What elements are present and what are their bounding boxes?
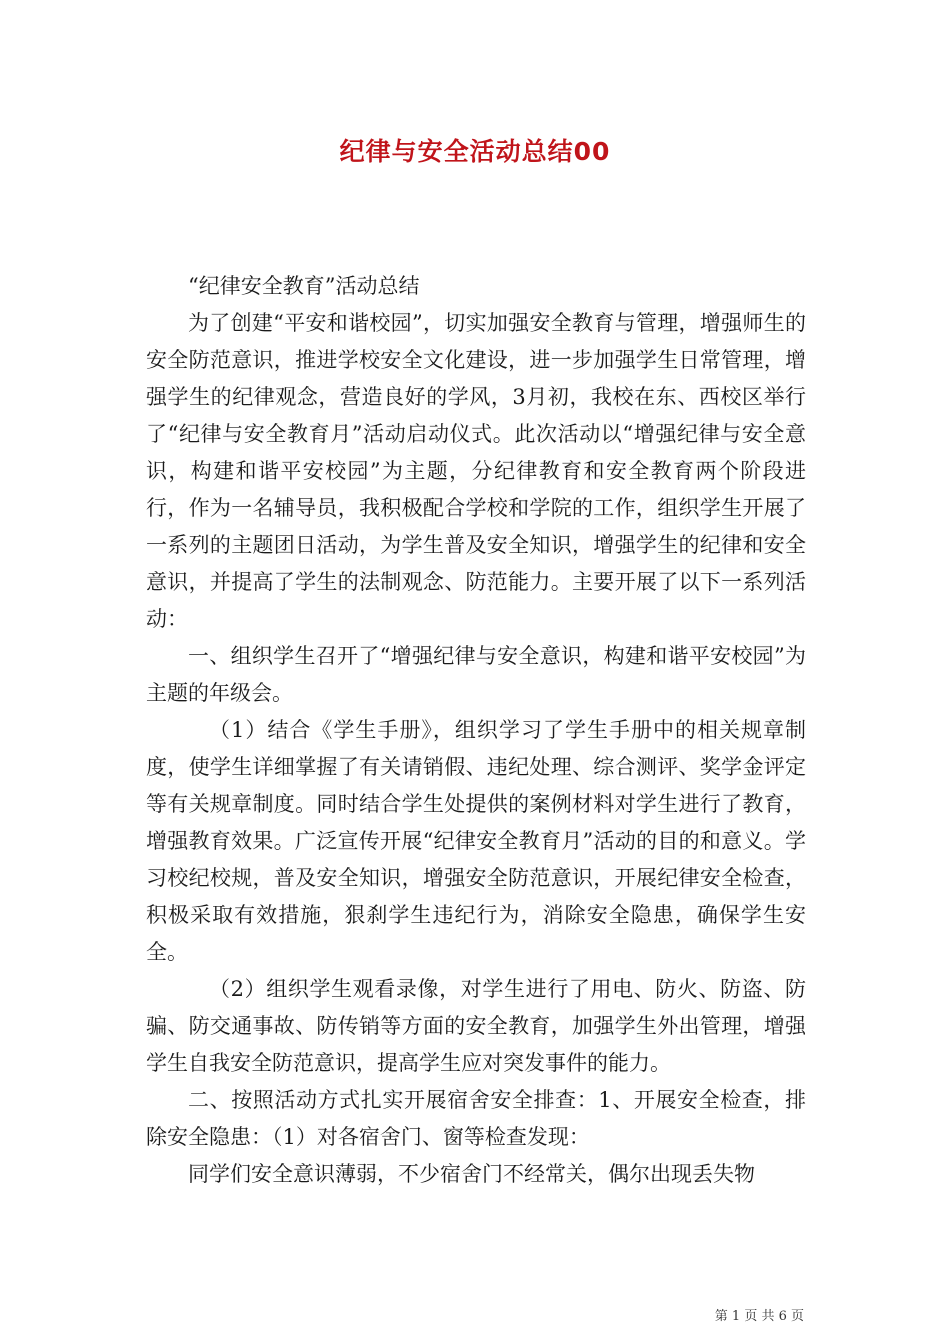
page-title: 纪律与安全活动总结00 — [339, 137, 611, 166]
paragraph-section-one: 一、组织学生召开了“增强纪律与安全意识，构建和谐平安校园”为主题的年级会。 — [146, 644, 806, 705]
document-body — [146, 268, 806, 1193]
paragraph-item-1: （1）结合《学生手册》，组织学习了学生手册中的相关规章制度，使学生详细掌握了有关请销假、违纪处理、综合测评、奖学金评定等有关规章制度。同时结合学生处提供的案例材料对学生进行了教育，增强教育效果。广泛宣传开展“纪律安全教育月”活动的目的和意义。学习校纪校规，普及安全知识，增强安全防范意识，开展纪律安全检查，积极采取有效措施，狠刹学生违纪行为，消除安全隐患，确保学生安全。 — [146, 718, 806, 964]
document-subtitle: “纪律安全教育”活动总结 — [188, 274, 420, 298]
paragraph-continued: 同学们安全意识薄弱，不少宿舍门不经常关，偶尔出现丢失物 — [188, 1162, 755, 1186]
paragraph-intro: 为了创建“平安和谐校园”，切实加强安全教育与管理，增强师生的安全防范意识，推进学校安全文化建设，进一步加强学生日常管理，增强学生的纪律观念，营造良好的学风，3月初，我校在东、西校区举行了“纪律与安全教育月”活动启动仪式。此次活动以“增强纪律与安全意识，构建和谐平安校园”为主题，分纪律教育和安全教育两个阶段进行，作为一名辅导员，我积极配合学校和学院的工作，组织学生开展了一系列的主题团日活动，为学生普及安全知识，增强学生的纪律和安全意识，并提高了学生的法制观念、防范能力。主要开展了以下一系列活动： — [146, 311, 806, 631]
page-number: 第 1 页 共 6 页 — [714, 1309, 804, 1324]
paragraph-section-two: 二、按照活动方式扎实开展宿舍安全排查：1、开展安全检查，排除安全隐患：（1）对各宿舍门、窗等检查发现： — [146, 1088, 806, 1149]
paragraph-item-2: （2）组织学生观看录像，对学生进行了用电、防火、防盗、防骗、防交通事故、防传销等方面的安全教育，加强学生外出管理，增强学生自我安全防范意识，提高学生应对突发事件的能力。 — [146, 977, 806, 1075]
